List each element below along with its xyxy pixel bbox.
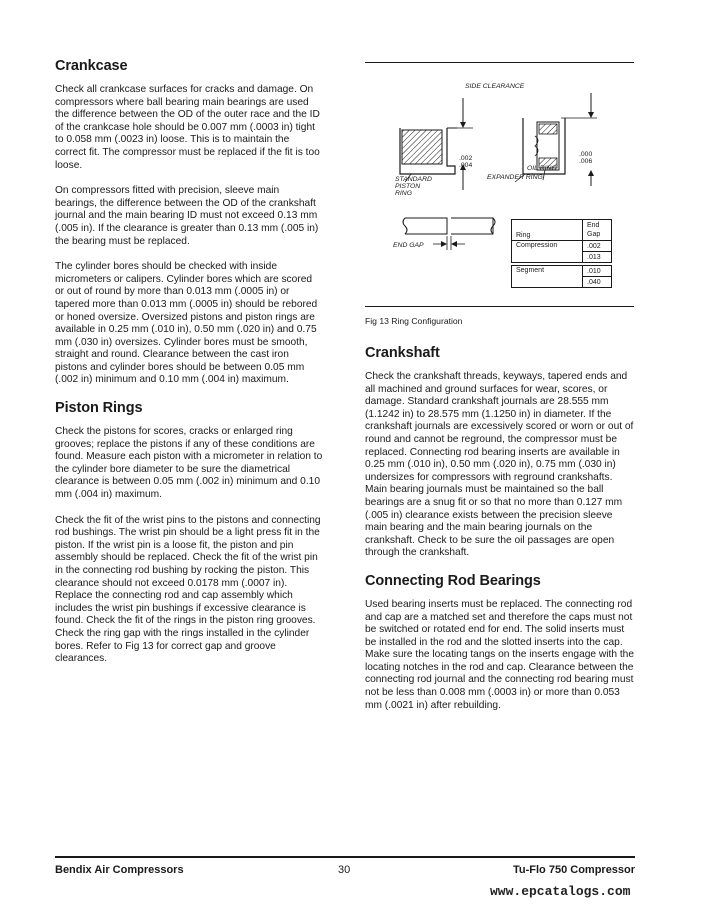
std-gap-top-label: .002 [459,155,473,162]
connecting-rod-paragraph-1: Used bearing inserts must be replaced. The connecting rod and cap are a matched set and therefore the caps must not be switched or rotated end for end. The solid inserts must be installed in the rod and the slotted inserts into the cap. Make sure the locating tangs on the inserts engage with the locating notches in the rod and cap. Clearance between the connecting rod journal and the connecting rod bearing must not be less than 0.008 mm (.0003 in) or more than 0.053 mm (.0021 in) after rebuilding. [365,598,635,711]
footer-model: Tu-Flo 750 Compressor [513,864,636,876]
connecting-rod-heading: Connecting Rod Bearings [365,572,541,589]
table-cell-ring: Compression [512,241,583,265]
oil-gap-top-label: .000 [579,151,593,158]
figure-bottom-rule [365,306,634,307]
table-cell-gap-bottom: .040 [583,277,612,288]
page-number: 30 [338,864,351,876]
table-header-end-gap [583,220,612,241]
piston-rings-paragraph-2: Check the fit of the wrist pins to the pistons and connecting rod bushings. The wrist pin should be a light press fit in the piston. If the wrist pin is a loose fit, the piston and pin assembly should be replaced. Check the fit of the wrist pin in the connecting rod bushing by rocking the piston. This clearance should not exceed 0.0178 mm (.0007 in). Replace the connecting rod and cap assembly which includes the wrist pin bushings if excessive clearance is found. Check the fit of the rings in the piston ring grooves. Check the ring gap with the rings installed in the cylinder bores. Refer to Fig 13 for correct gap and groove clearances. [55,514,321,665]
end-gap-label: END GAP [393,242,424,249]
footer-rule [55,856,635,858]
std-gap-bottom-label: .004 [459,162,473,169]
table-cell-gap-top: .010 [583,264,612,277]
expander-ring-label: EXPANDER RING [487,174,543,181]
figure-top-rule [365,62,634,63]
crankcase-paragraph-1: Check all crankcase surfaces for cracks and damage. On compressors where ball bearing main bearings are used the difference between the OD of the outer race and the ID of the crankcase hole should be 0.007 mm (.0003 in) tight to 0.058 mm (.0023 in) loose. This is to maintain the correct fit. The compressor must be replaced if the fit is too loose. [55,84,320,171]
crankshaft-paragraph-1: Check the crankshaft threads, keyways, tapered ends and all machined and ground surfaces for wear, scores, or damage. Standard crankshaft journals are 28.555 mm (1.1242 in) to 28.575 mm (1.1250 in) in diameter. If the crankshaft journals are excessively scored or worn or out of round and cannot be reground, the compressor must be replaced. Connecting rod bearing inserts are available in 0.25 mm (.010 in), 0.50 mm (.020 in), 0.75 mm (.030 in) undersizes for compressors with reground crankshafts. Main bearing journals must be maintained so the ball bearings are a snug fit or so that no more than 0.127 mm (.005 in) clearance exists between the precision sleeve main bearing and the main bearing journals on the crankshaft. Check to be sure the oil passages are open through the crankshaft. [365,371,634,559]
table-header-end: End [587,222,600,229]
oil-gap-bottom-label: .006 [579,158,593,165]
standard-piston-ring-label-1: STANDARD [395,176,432,183]
crankcase-paragraph-3: The cylinder bores should be checked with inside micrometers or calipers. Cylinder bores which are scored or out of round by more than 0.013 mm (.0005 in) or tapered more than 0.013 mm (.0005 in) should be rebored or honed oversize. Oversized pistons and piston rings are available in 0.25 mm (.010 in), 0.50 mm (.020 in) and 0.75 mm (.030 in) oversizes. Cylinder bores must be smooth, straight and round. Clearance between the cast iron pistons and cylinder bores should be between 0.05 mm (.002 in) minimum and 0.10 mm (.004 in) maximum. [55,261,318,386]
footer-brand: Bendix Air Compressors [55,864,184,876]
crankcase-heading: Crankcase [55,58,128,74]
table-row [512,264,612,277]
standard-piston-ring-label-2: PISTON [395,183,421,190]
table-header-ring: Ring [512,220,583,241]
piston-rings-heading: Piston Rings [55,400,143,417]
left-column [55,58,323,679]
table-row [512,241,612,252]
end-gap-table [511,219,612,288]
piston-rings-paragraph-1: Check the pistons for scores, cracks or enlarged ring grooves; replace the pistons if any of these conditions are found. Measure each piston with a micrometer in relation to the cylinder bore diameter to be sure the diametrical clearance is between 0.05 mm (.002 in) minimum and 0.10 mm (.004 in) maximum. [55,426,323,501]
standard-piston-ring-label-3: RING [395,190,412,197]
right-column [365,345,635,725]
oil-ring-label: OIL RING [527,165,557,172]
table-cell-gap-top: .002 [583,241,612,252]
crankcase-paragraph-2: On compressors fitted with precision, sleeve main bearings, the difference between the OD of the crankshaft journal and the main bearing ID must not exceed 0.13 mm (.005 in). If the clearance is greater than 0.13 mm (.005 in) the bearing must be replaced. [55,185,319,247]
figure-caption: Fig 13 Ring Configuration [365,316,463,326]
watermark: www.epcatalogs.com [490,884,631,899]
table-header-gap: Gap [587,231,601,238]
side-clearance-label: SIDE CLEARANCE [465,83,525,90]
crankshaft-heading: Crankshaft [365,345,440,361]
table-header-row [512,220,612,241]
table-cell-ring: Segment [512,264,583,288]
table-cell-gap-bottom: .013 [583,252,612,265]
